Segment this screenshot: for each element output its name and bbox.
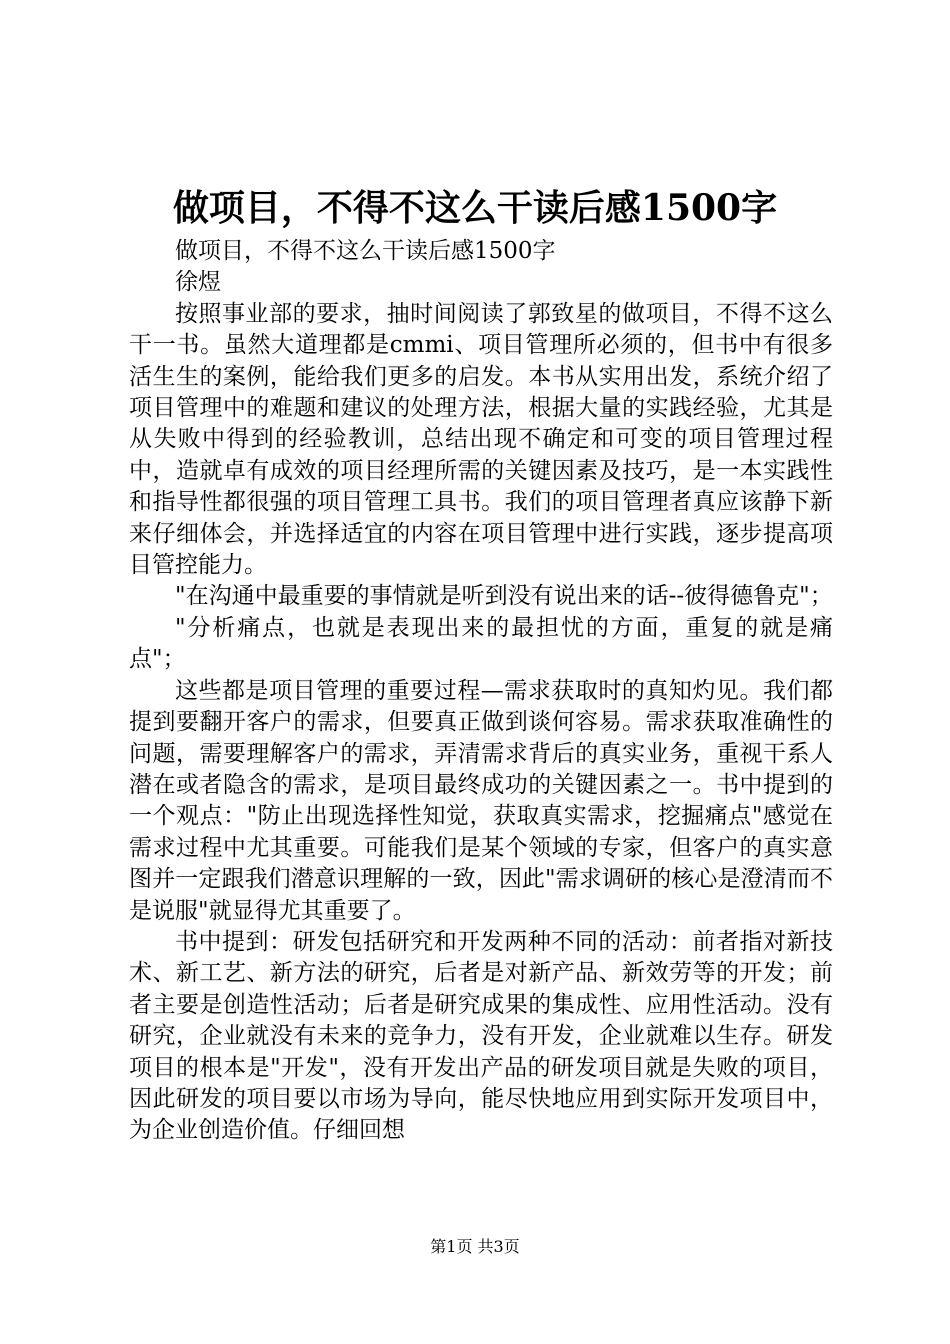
quote-paragraph: "在沟通中最重要的事情就是听到没有说出来的话--彼得德鲁克"； (175, 583, 833, 610)
document-body (129, 236, 833, 1147)
page-footer: 第1页 共3页 (430, 1237, 520, 1256)
body-paragraph: 书中提到：研发包括研究和开发两种不同的活动：前者指对新技术、新工艺、新方法的研究，后者是对新产品、新效劳等的开发；前者主要是创造性活动；后者是研究成果的集成性、应用性活动。没有研究，企业就没有未来的竞争力，没有开发，企业就难以生存。研发项目的根本是"开发"，没有开发出产品的研发项目就是失败的项目，因此研发的项目要以市场为导向，能尽快地应用到实际开发项目中，为企业创造价值。仔细回想 (129, 928, 833, 1144)
body-paragraph: 按照事业部的要求，抽时间阅读了郭致星的做项目，不得不这么干一书。虽然大道理都是cmmi、项目管理所必须的，但书中有很多活生生的案例，能给我们更多的启发。本书从实用出发，系统介绍了项目管理中的难题和建议的处理方法，根据大量的实践经验，尤其是从失败中得到的经验教训，总结出现不确定和可变的项目管理过程中，造就卓有成效的项目经理所需的关键因素及技巧，是一本实践性和指导性都很强的项目管理工具书。我们的项目管理者真应该静下新来仔细体会，并选择适宜的内容在项目管理中进行实践，逐步提高项目管控能力。 (129, 300, 833, 579)
quote-paragraph: "分析痛点，也就是表现出来的最担忧的方面，重复的就是痛点"； (129, 614, 833, 673)
author-paragraph: 徐煜 (175, 269, 221, 296)
document-title: 做项目，不得不这么干读后感1500字 (172, 187, 778, 229)
body-paragraph: 这些都是项目管理的重要过程—需求获取时的真知灼见。我们都提到要翻开客户的需求，但要真正做到谈何容易。需求获取准确性的问题，需要理解客户的需求，弄清需求背后的真实业务，重视干系人潜在或者隐含的需求，是项目最终成功的关键因素之一。书中提到的一个观点："防止出现选择性知觉，获取真实需求，挖掘痛点"感觉在需求过程中尤其重要。可能我们是某个领域的专家，但客户的真实意图并一定跟我们潜意识理解的一致，因此"需求调研的核心是澄清而不是说服"就显得尤其重要了。 (129, 677, 833, 924)
subtitle-paragraph: 做项目，不得不这么干读后感1500字 (175, 238, 556, 264)
